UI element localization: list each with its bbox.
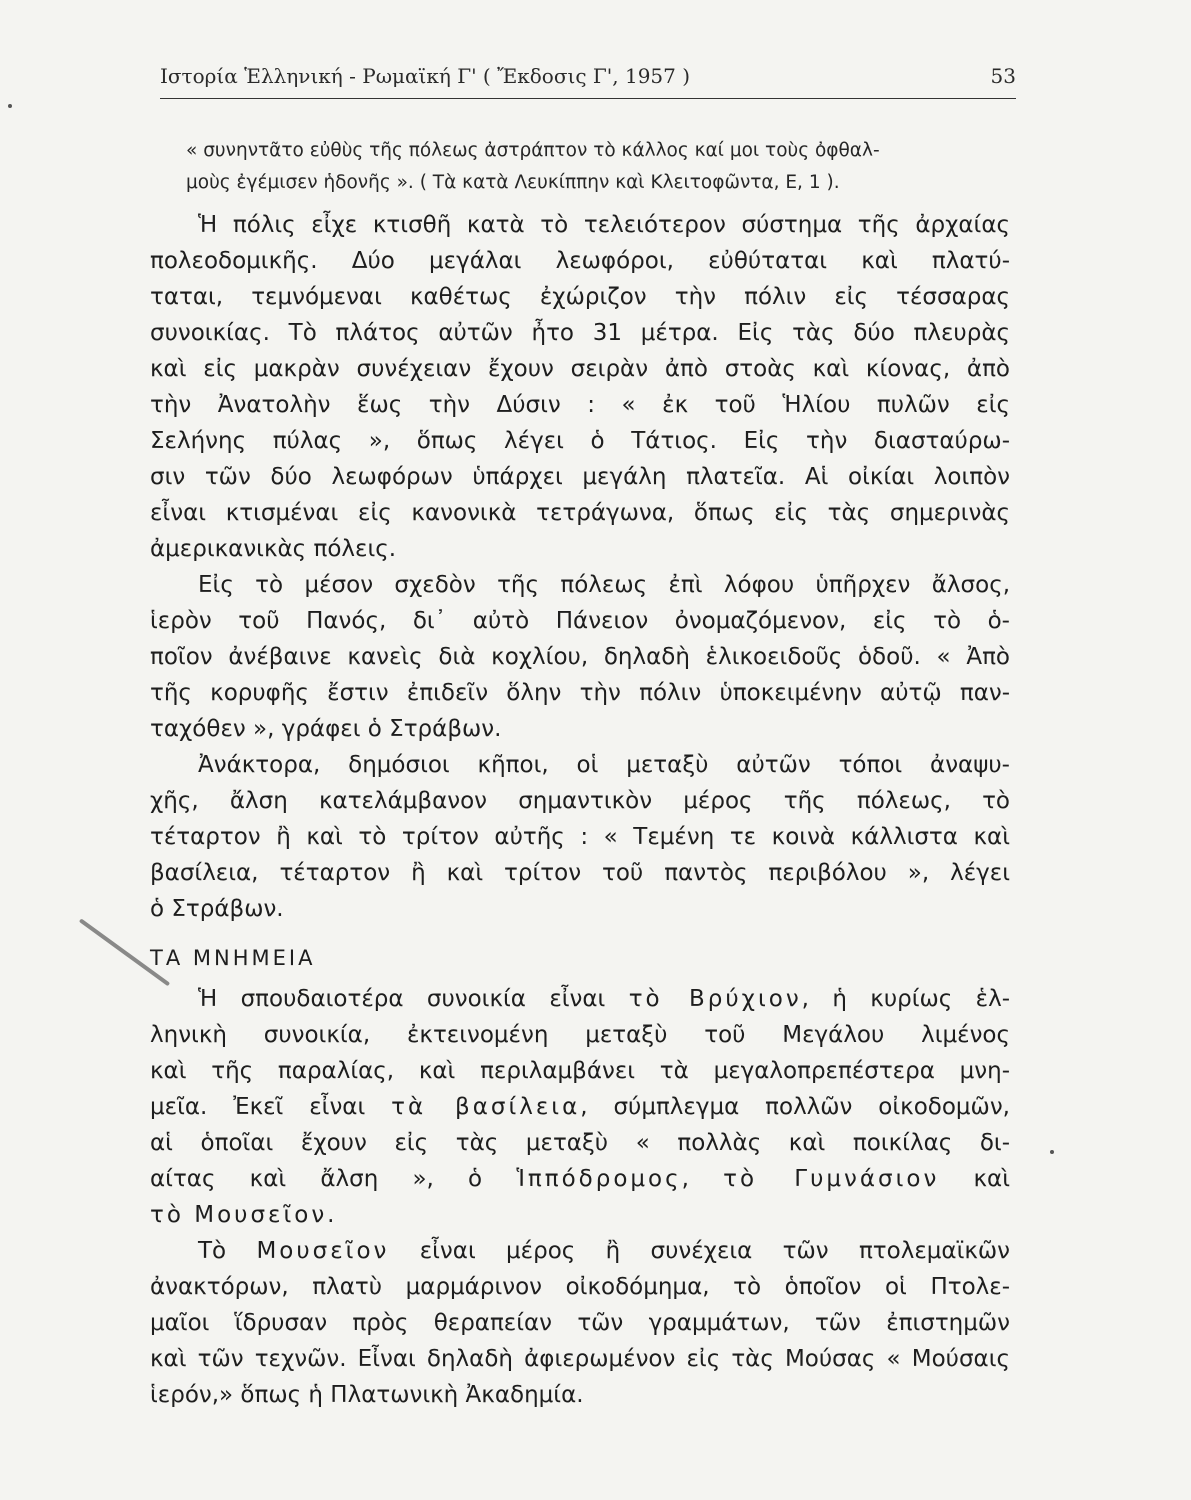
body-line: αἱ ὁποῖαι ἔχουν εἰς τὰς μεταξὺ « πολλὰς καὶ ποικίλας δι- [150, 1130, 1010, 1156]
body-line: ἱερὸν τοῦ Πανός, δι᾿ αὐτὸ Πάνειον ὀνομαζόμενον, εἰς τὸ ὁ- [150, 608, 1010, 634]
body-line: Ἀνάκτορα, δημόσιοι κῆποι, οἱ μεταξὺ αὐτῶν τόποι ἀναψυ- [198, 752, 1010, 778]
running-title: Ιστορία Ἑλληνική - Ρωμαϊκή Γ' ( Ἔκδοσις Γ', 1957 ) [160, 64, 691, 88]
body-line: καὶ τῆς παραλίας, καὶ περιλαμβάνει τὰ μεγαλοπρεπέστερα μνη- [150, 1058, 1010, 1084]
emphasis-place-name: Μουσεῖον [256, 1238, 390, 1264]
emphasis-place-name: τὸ Γυμνάσιον [723, 1166, 940, 1192]
body-line: ἱερόν,» ὅπως ἡ Πλατωνικὴ Ἀκαδημία. [150, 1382, 584, 1408]
text-run: μεῖα. Ἐκεῖ εἶναι [150, 1094, 392, 1120]
body-line: ἀνακτόρων, πλατὺ μαρμάρινον οἰκοδόμημα, τὸ ὁποῖον οἱ Πτολε- [150, 1274, 1010, 1300]
body-line: ποῖον ἀνέβαινε κανεὶς διὰ κοχλίου, δηλαδὴ ἑλικοειδοῦς ὁδοῦ. « Ἀπὸ [150, 644, 1010, 670]
body-line: καὶ τῶν τεχνῶν. Εἶναι δηλαδὴ ἀφιερωμένον εἰς τὰς Μούσας « Μούσαις [150, 1346, 1010, 1372]
body-line: ληνικὴ συνοικία, ἐκτεινομένη μεταξὺ τοῦ Μεγάλου λιμένος [150, 1022, 1010, 1048]
body-line: ταχόθεν », γράφει ὁ Στράβων. [150, 716, 502, 742]
text-run: Τὸ [198, 1238, 257, 1264]
quote-line: μοὺς ἐγέμισεν ἡδονῆς ». ( Τὰ κατὰ Λευκίππην καὶ Κλειτοφῶντα, Ε, 1 ). [186, 172, 840, 193]
emphasis-place-name: τὸ Βρύχιον [628, 986, 802, 1012]
body-line: συνοικίας. Τὸ πλάτος αὐτῶν ἦτο 31 μέτρα. Εἰς τὰς δύο πλευρὰς [150, 320, 1010, 346]
body-line: τὸ Μουσεῖον. [150, 1202, 338, 1228]
body-line: σιν τῶν δύο λεωφόρων ὑπάρχει μεγάλη πλατεῖα. Αἱ οἰκίαι λοιπὸν [150, 464, 1010, 490]
body-line: ἀμερικανικὰς πόλεις. [150, 536, 397, 562]
body-line: Ἡ πόλις εἶχε κτισθῆ κατὰ τὸ τελειότερον σύστημα τῆς ἀρχαίας [198, 212, 1010, 238]
header-rule [160, 98, 1016, 99]
scan-speck [1050, 1150, 1054, 1154]
body-line: μαῖοι ἵδρυσαν πρὸς θεραπείαν τῶν γραμμάτων, τῶν ἐπιστημῶν [150, 1310, 1010, 1336]
emphasis-place-name: Ἱππόδρομος [516, 1166, 682, 1192]
body-line [150, 984, 1010, 1016]
scan-speck [8, 104, 12, 108]
emphasis-place-name: τὰ βασίλεια [391, 1094, 581, 1120]
page-number: 53 [990, 64, 1016, 88]
body-line: τῆς κορυφῆς ἔστιν ἐπιδεῖν ὅλην τὴν πόλιν ὑποκειμένην αὐτῷ παν- [150, 680, 1010, 706]
body-line: Σελήνης πύλας », ὅπως λέγει ὁ Τάτιος. Εἰς τὴν διασταύρω- [150, 428, 1010, 454]
body-line: βασίλεια, τέταρτον ἢ καὶ τρίτον τοῦ παντὸς περιβόλου », λέγει [150, 860, 1010, 886]
body-line: τέταρτον ἢ καὶ τὸ τρίτον αὐτῆς : « Τεμένη τε κοινὰ κάλλιστα καὶ [150, 824, 1010, 850]
body-line: Εἰς τὸ μέσον σχεδὸν τῆς πόλεως ἐπὶ λόφου ὑπῆρχεν ἄλσος, [198, 572, 1010, 598]
body-line [150, 1164, 1010, 1196]
body-line: τὴν Ἀνατολὴν ἕως τὴν Δύσιν : « ἐκ τοῦ Ἡλίου πυλῶν εἰς [150, 392, 1010, 418]
section-heading: ΤΑ ΜΝΗΜΕΙΑ [150, 946, 316, 970]
body-line: εἶναι κτισμέναι εἰς κανονικὰ τετράγωνα, ὅπως εἰς τὰς σημερινὰς [150, 500, 1010, 526]
text-run: αίτας καὶ ἄλση », ὁ [150, 1166, 517, 1192]
quote-line: « συνηντᾶτο εὐθὺς τῆς πόλεως ἀστράπτον τὸ κάλλος καί μοι τοὺς ὀφθαλ- [186, 140, 880, 161]
body-line: ὁ Στράβων. [150, 896, 284, 922]
body-line [150, 1092, 1010, 1124]
text-run: εἶναι μέρος ἢ συνέχεια τῶν πτολεμαϊκῶν [389, 1238, 1010, 1264]
body-line [150, 1236, 1010, 1268]
body-line: χῆς, ἄλση κατελάμβανον σημαντικὸν μέρος τῆς πόλεως, τὸ [150, 788, 1010, 814]
running-head [160, 64, 1016, 94]
text-run: Ἡ σπουδαιοτέρα συνοικία εἶναι [198, 986, 629, 1012]
text-run: , [681, 1166, 724, 1192]
text-run: καὶ [939, 1166, 1011, 1192]
body-line: καὶ εἰς μακρὰν συνέχειαν ἔχουν σειρὰν ἀπὸ στοὰς καὶ κίονας, ἀπὸ [150, 356, 1010, 382]
body-line: ταται, τεμνόμεναι καθέτως ἐχώριζον τὴν πόλιν εἰς τέσσαρας [150, 284, 1010, 310]
text-run: , ἡ κυρίως ἑλ- [801, 986, 1011, 1012]
body-line: πολεοδομικῆς. Δύο μεγάλαι λεωφόροι, εὐθύταται καὶ πλατύ- [150, 248, 1010, 274]
text-run: , σύμπλεγμα πολλῶν οἰκοδομῶν, [580, 1094, 1010, 1120]
